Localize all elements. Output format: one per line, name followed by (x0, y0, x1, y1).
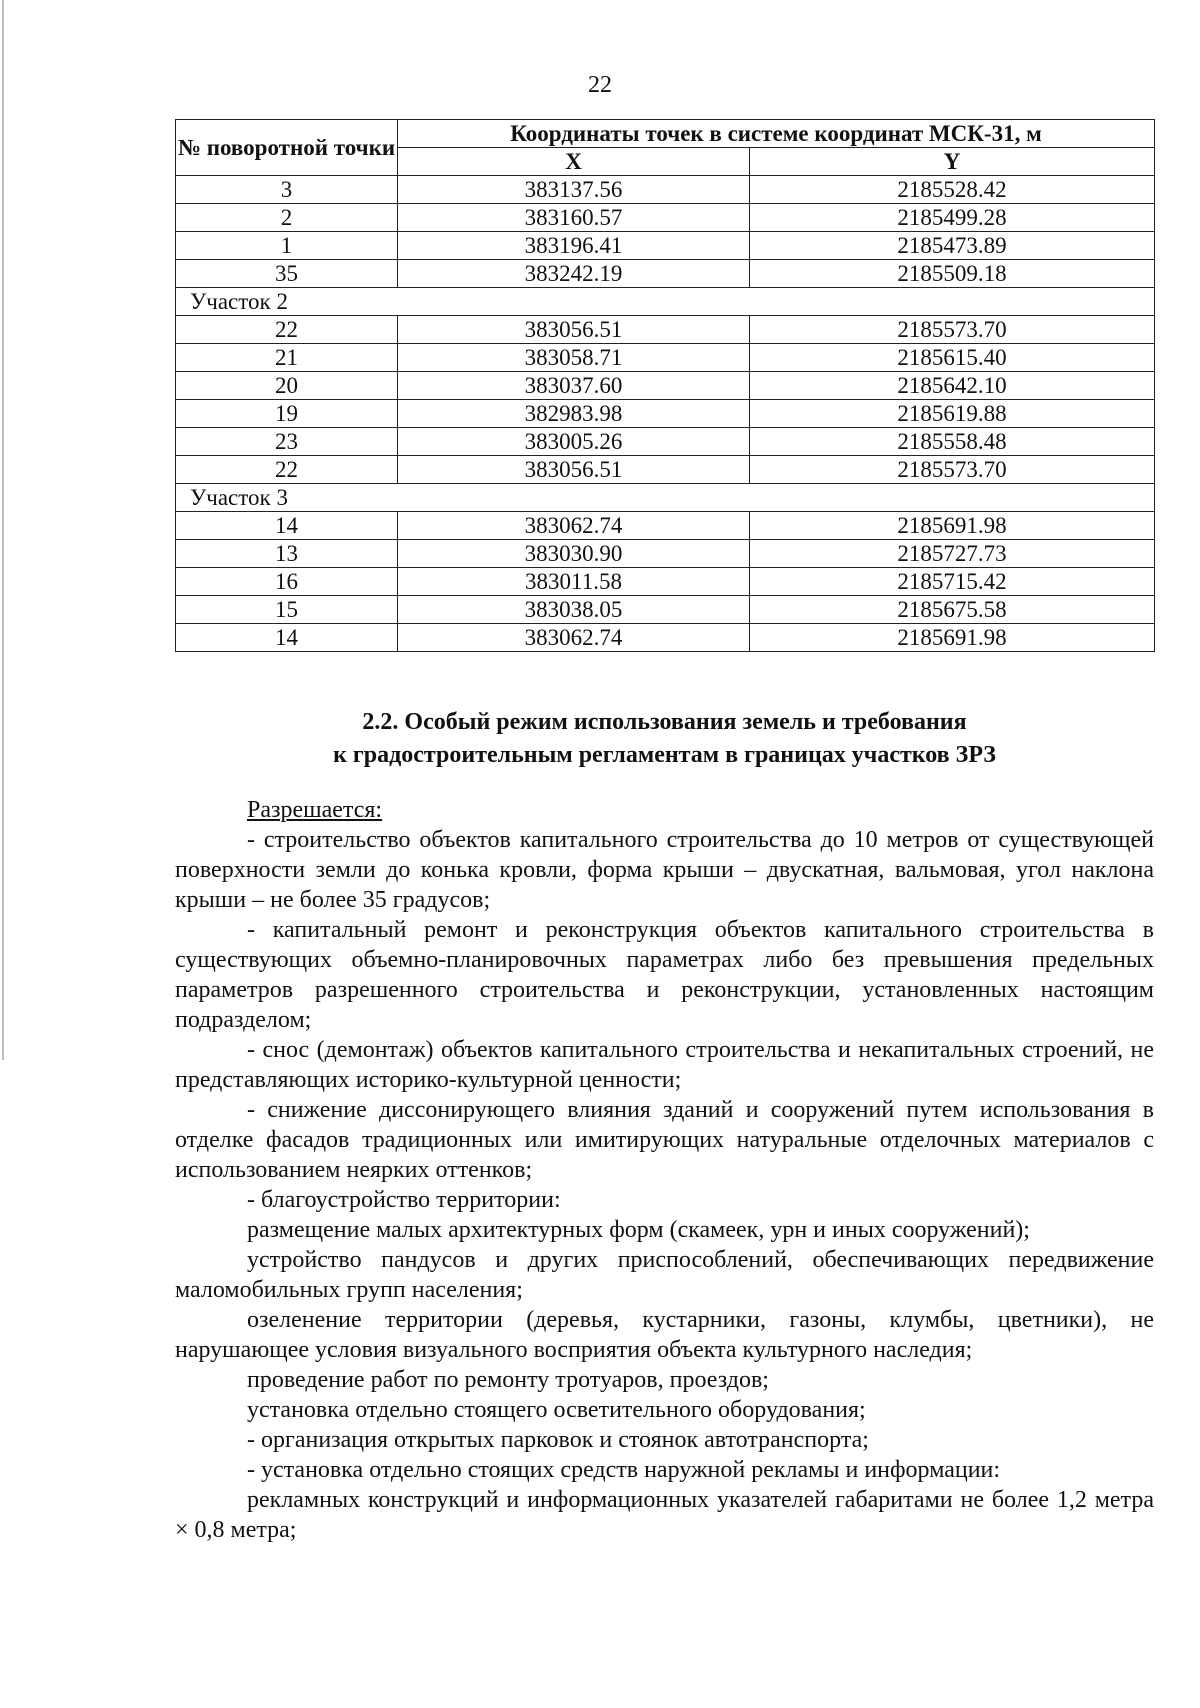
y-coordinate-cell: 2185573.70 (750, 316, 1155, 344)
section-heading (175, 706, 1154, 772)
y-coordinate-cell: 2185715.42 (750, 568, 1155, 596)
x-coordinate-cell: 383058.71 (398, 344, 750, 372)
x-coordinate-cell: 383037.60 (398, 372, 750, 400)
point-number-cell: 19 (176, 400, 398, 428)
y-coordinate-cell: 2185499.28 (750, 204, 1155, 232)
y-coordinate-cell: 2185619.88 (750, 400, 1155, 428)
coordinates-header: Координаты точек в системе координат МСК-31, м (398, 120, 1155, 148)
point-number-cell: 21 (176, 344, 398, 372)
point-number-cell: 15 (176, 596, 398, 624)
y-coordinate-cell: 2185615.40 (750, 344, 1155, 372)
table-body (176, 176, 1155, 652)
paragraph: - организация открытых парковок и стоянок автотранспорта; (247, 1427, 869, 1453)
y-coordinate-cell: 2185528.42 (750, 176, 1155, 204)
y-coordinate-cell: 2185473.89 (750, 232, 1155, 260)
y-coordinate-cell: 2185691.98 (750, 512, 1155, 540)
point-number-cell: 16 (176, 568, 398, 596)
table-row (176, 596, 1155, 624)
point-number-cell: 14 (176, 624, 398, 652)
x-coordinate-cell: 383137.56 (398, 176, 750, 204)
table-row (176, 260, 1155, 288)
y-coordinate-cell: 2185573.70 (750, 456, 1155, 484)
section-label: Участок 3 (176, 484, 1155, 512)
table-row (176, 344, 1155, 372)
y-coordinate-cell: 2185642.10 (750, 372, 1155, 400)
coordinates-table (175, 119, 1155, 652)
table-row (176, 512, 1155, 540)
paragraph: проведение работ по ремонту тротуаров, проездов; (247, 1367, 769, 1393)
point-number-cell: 35 (176, 260, 398, 288)
y-coordinate-cell: 2185727.73 (750, 540, 1155, 568)
point-number-cell: 23 (176, 428, 398, 456)
y-coordinate-cell: 2185509.18 (750, 260, 1155, 288)
paragraph: размещение малых архитектурных форм (скамеек, урн и иных сооружений); (247, 1217, 1030, 1243)
heading-line-1: 2.2. Особый режим использования земель и требования (362, 709, 967, 735)
x-coordinate-cell: 383196.41 (398, 232, 750, 260)
point-number-cell: 22 (176, 456, 398, 484)
point-number-cell: 1 (176, 232, 398, 260)
x-coordinate-cell: 383005.26 (398, 428, 750, 456)
table-header-row (176, 120, 1155, 148)
point-number-cell: 2 (176, 204, 398, 232)
table-row (176, 456, 1155, 484)
x-coordinate-cell: 383062.74 (398, 512, 750, 540)
page-number: 22 (588, 72, 612, 98)
y-coordinate-cell: 2185558.48 (750, 428, 1155, 456)
table-row (176, 316, 1155, 344)
x-coordinate-cell: 383242.19 (398, 260, 750, 288)
point-number-cell: 22 (176, 316, 398, 344)
y-coordinate-cell: 2185675.58 (750, 596, 1155, 624)
table-row (176, 372, 1155, 400)
paragraph: - строительство объектов капитального строительства до 10 метров от существующей поверхности земли до конька кровли, форма крыши – двускатная, вальмовая, угол наклона крыши – не более 35 градусов; (175, 827, 1154, 913)
section-row (176, 484, 1155, 512)
section-row (176, 288, 1155, 316)
x-header: X (398, 148, 750, 176)
x-coordinate-cell: 383160.57 (398, 204, 750, 232)
x-coordinate-cell: 383056.51 (398, 316, 750, 344)
section-label: Участок 2 (176, 288, 1155, 316)
table-row (176, 428, 1155, 456)
table-row (176, 176, 1155, 204)
paragraph: рекламных конструкций и информационных указателей габаритами не более 1,2 метра × 0,8 метра; (175, 1487, 1154, 1543)
x-coordinate-cell: 383062.74 (398, 624, 750, 652)
paragraph: озеленение территории (деревья, кустарники, газоны, клумбы, цветники), не нарушающее условия визуального восприятия объекта культурного наследия; (175, 1307, 1154, 1363)
paragraph: - установка отдельно стоящих средств наружной рекламы и информации: (247, 1457, 1001, 1483)
heading-line-2: к градостроительным регламентам в границах участков ЗРЗ (333, 742, 996, 768)
body-text (175, 795, 1154, 1545)
paragraph: - снижение диссонирующего влияния зданий и сооружений путем использования в отделке фасадов традиционных или имитирующих натуральные отделочных материалов с использованием неярких оттенков; (175, 1097, 1154, 1183)
x-coordinate-cell: 383030.90 (398, 540, 750, 568)
table-row (176, 568, 1155, 596)
point-number-cell: 14 (176, 512, 398, 540)
paragraph: - благоустройство территории: (247, 1187, 561, 1213)
point-number-cell: 13 (176, 540, 398, 568)
table-row (176, 624, 1155, 652)
paragraph: установка отдельно стоящего осветительного оборудования; (247, 1397, 866, 1423)
allowed-label: Разрешается: (247, 797, 383, 823)
x-coordinate-cell: 383011.58 (398, 568, 750, 596)
point-number-cell: 20 (176, 372, 398, 400)
x-coordinate-cell: 383056.51 (398, 456, 750, 484)
scan-edge-line (2, 0, 4, 1060)
point-number-cell: 3 (176, 176, 398, 204)
y-coordinate-cell: 2185691.98 (750, 624, 1155, 652)
y-header: Y (750, 148, 1155, 176)
table-row (176, 232, 1155, 260)
table-row (176, 204, 1155, 232)
x-coordinate-cell: 382983.98 (398, 400, 750, 428)
paragraph: устройство пандусов и других приспособлений, обеспечивающих передвижение маломобильных групп населения; (175, 1247, 1154, 1303)
x-coordinate-cell: 383038.05 (398, 596, 750, 624)
paragraph: - капитальный ремонт и реконструкция объектов капитального строительства в существующих объемно-планировочных параметрах либо без превышения предельных параметров разрешенного строительства и реконструкции, установленных настоящим подразделом; (175, 917, 1154, 1033)
table-row (176, 540, 1155, 568)
paragraph: - снос (демонтаж) объектов капитального строительства и некапитальных строений, не представляющих историко-культурной ценности; (175, 1037, 1154, 1093)
point-number-header: № поворотной точки (176, 120, 398, 176)
table-row (176, 400, 1155, 428)
